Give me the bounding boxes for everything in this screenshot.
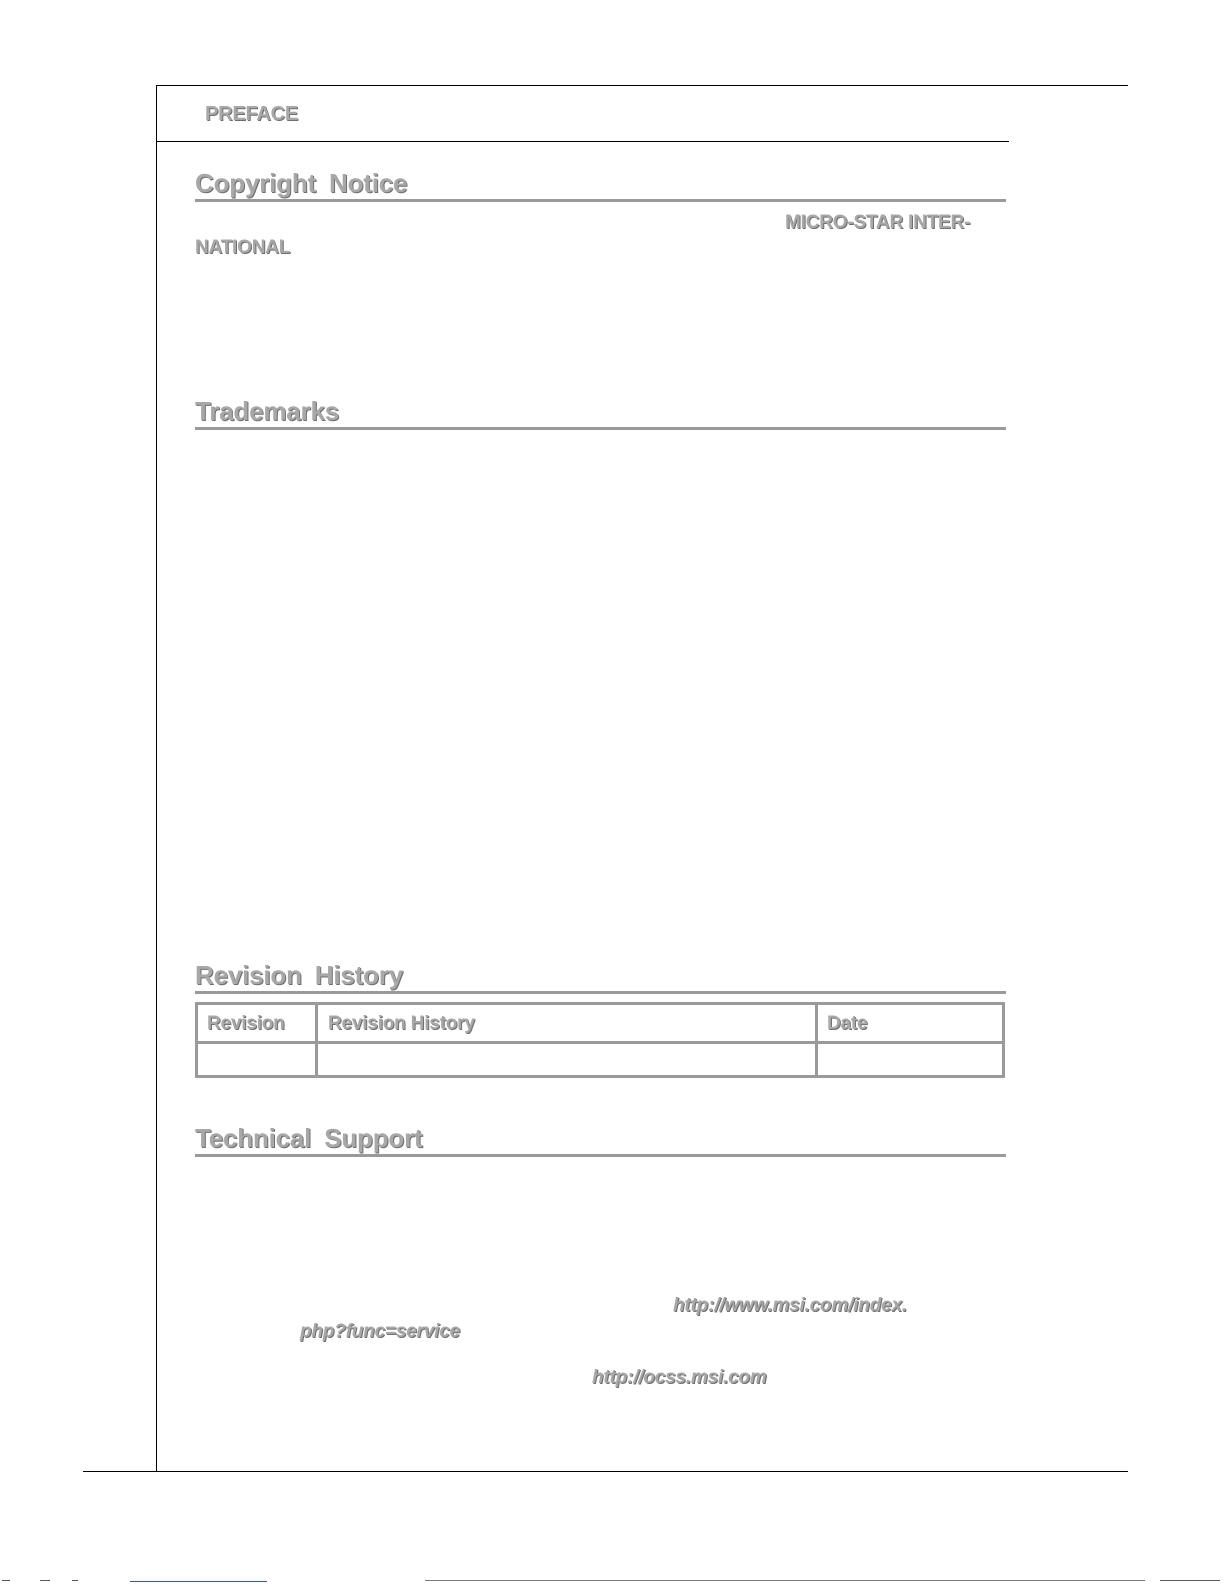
scan-mark bbox=[2, 1580, 10, 1581]
copyright-notice-heading: Copyright Notice bbox=[195, 168, 408, 198]
ocss-url-link[interactable]: http://ocss.msi.com bbox=[592, 1367, 767, 1388]
page-frame-bottom-line bbox=[83, 1471, 1128, 1472]
page-frame-left-line bbox=[156, 85, 157, 1472]
scan-mark bbox=[1160, 1580, 1220, 1581]
header-divider-line bbox=[156, 141, 1009, 142]
copyright-company-fragment-1: MICRO-STAR INTER- bbox=[785, 212, 971, 233]
scan-mark-blue bbox=[130, 1581, 267, 1582]
trademarks-heading: Trademarks bbox=[195, 396, 339, 426]
revision-history-heading: Revision History bbox=[195, 960, 403, 990]
table-column-divider bbox=[815, 1005, 818, 1075]
scan-mark bbox=[40, 1580, 50, 1581]
technical-support-heading-rule bbox=[195, 1154, 1006, 1157]
service-url-link-part2[interactable]: php?func=service bbox=[300, 1321, 460, 1342]
scan-edge-marks bbox=[0, 1575, 1225, 1585]
trademarks-heading-rule bbox=[195, 427, 1006, 430]
scan-mark bbox=[72, 1580, 78, 1581]
technical-support-heading: Technical Support bbox=[195, 1123, 423, 1153]
revision-history-heading-rule bbox=[195, 991, 1006, 994]
copyright-heading-rule bbox=[195, 199, 1006, 202]
table-column-divider bbox=[315, 1005, 318, 1075]
table-header-revision: Revision bbox=[207, 1013, 285, 1034]
service-url-link-part1[interactable]: http://www.msi.com/index. bbox=[673, 1295, 907, 1316]
table-header-date: Date bbox=[827, 1013, 868, 1034]
running-header: PREFACE bbox=[205, 103, 299, 125]
copyright-company-fragment-2: NATIONAL bbox=[195, 237, 291, 258]
scan-mark bbox=[425, 1580, 1145, 1581]
table-header-revision-history: Revision History bbox=[328, 1013, 475, 1034]
page-frame-top-line bbox=[156, 85, 1128, 86]
table-header-divider bbox=[198, 1041, 1002, 1044]
revision-history-table bbox=[195, 1002, 1005, 1078]
